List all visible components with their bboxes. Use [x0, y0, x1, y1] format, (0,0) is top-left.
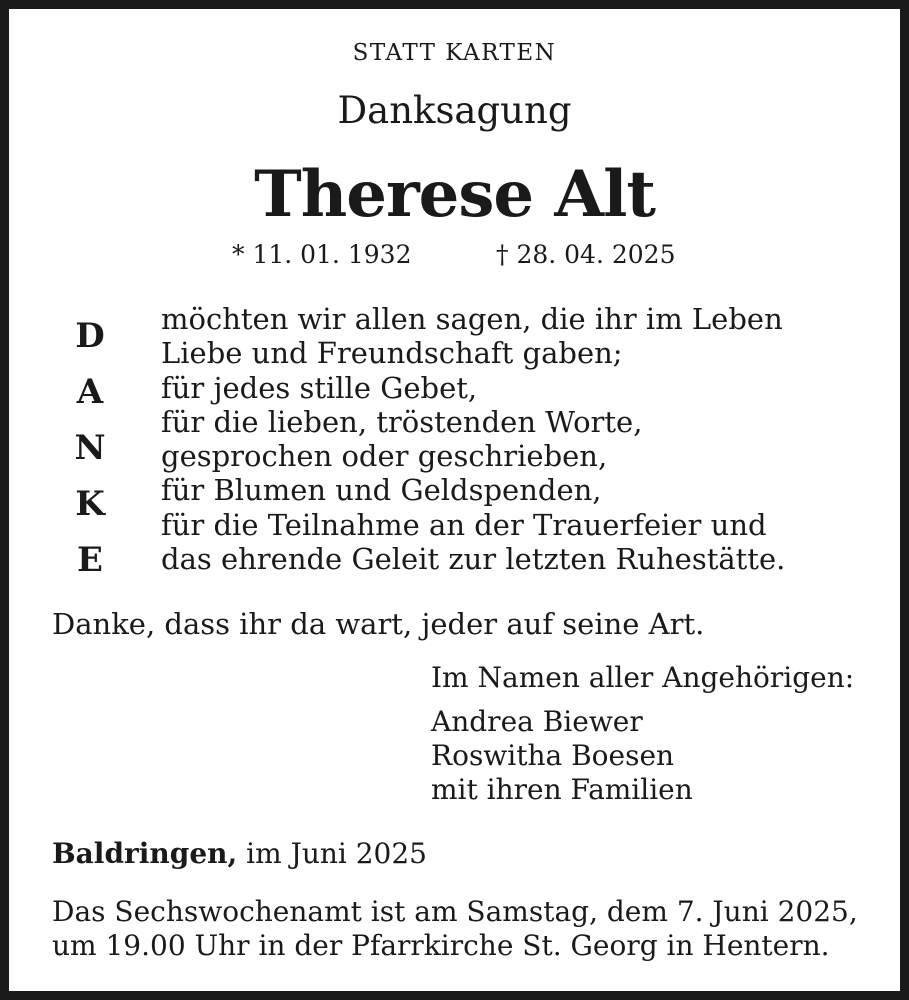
poem-line: das ehrende Geleit zur letzten Ruhestätte. — [161, 542, 786, 577]
danke-letter: N — [74, 428, 106, 468]
poem-line: für Blumen und Geldspenden, — [161, 473, 602, 508]
place-date-line — [52, 835, 427, 873]
statt-karten-label: STATT KARTEN — [352, 40, 557, 66]
thanks-line: Danke, dass ihr da wart, jeder auf seine Art. — [52, 607, 705, 641]
signatory-name: Andrea Biewer — [431, 705, 643, 738]
place-date: im Juni 2025 — [237, 837, 427, 870]
poem-line: für jedes stille Gebet, — [161, 370, 478, 405]
poem-line: Liebe und Freundschaft gaben; — [161, 336, 623, 371]
danksagung-heading: Danksagung — [337, 89, 572, 132]
poem-line: für die Teilnahme an der Trauerfeier und — [161, 507, 767, 542]
place-town: Baldringen, — [52, 837, 238, 870]
service-line: um 19.00 Uhr in der Pfarrkirche St. Georg in Hentern. — [52, 929, 830, 962]
danke-vertical-word — [62, 308, 118, 588]
death-date: † 28. 04. 2025 — [496, 240, 676, 269]
signatories-heading: Im Namen aller Angehörigen: — [431, 661, 855, 694]
poem-line: gesprochen oder geschrieben, — [161, 439, 608, 474]
poem-line: möchten wir allen sagen, die ihr im Leben — [161, 302, 783, 336]
service-announcement — [52, 895, 858, 963]
danke-letter: D — [75, 316, 105, 356]
service-line: Das Sechswochenamt ist am Samstag, dem 7. Juni 2025, — [52, 895, 858, 928]
deceased-name: Therese Alt — [254, 157, 655, 232]
signatories-list — [431, 705, 693, 807]
poem-line: für die lieben, tröstenden Worte, — [161, 404, 643, 439]
signatory-name: Roswitha Boesen — [431, 739, 675, 772]
danke-letter: E — [77, 540, 103, 580]
birth-date: * 11. 01. 1932 — [232, 240, 412, 269]
signatory-name: mit ihren Familien — [431, 773, 693, 806]
danke-letter: A — [76, 372, 104, 412]
thank-you-poem — [161, 302, 785, 576]
danke-letter: K — [75, 484, 105, 524]
